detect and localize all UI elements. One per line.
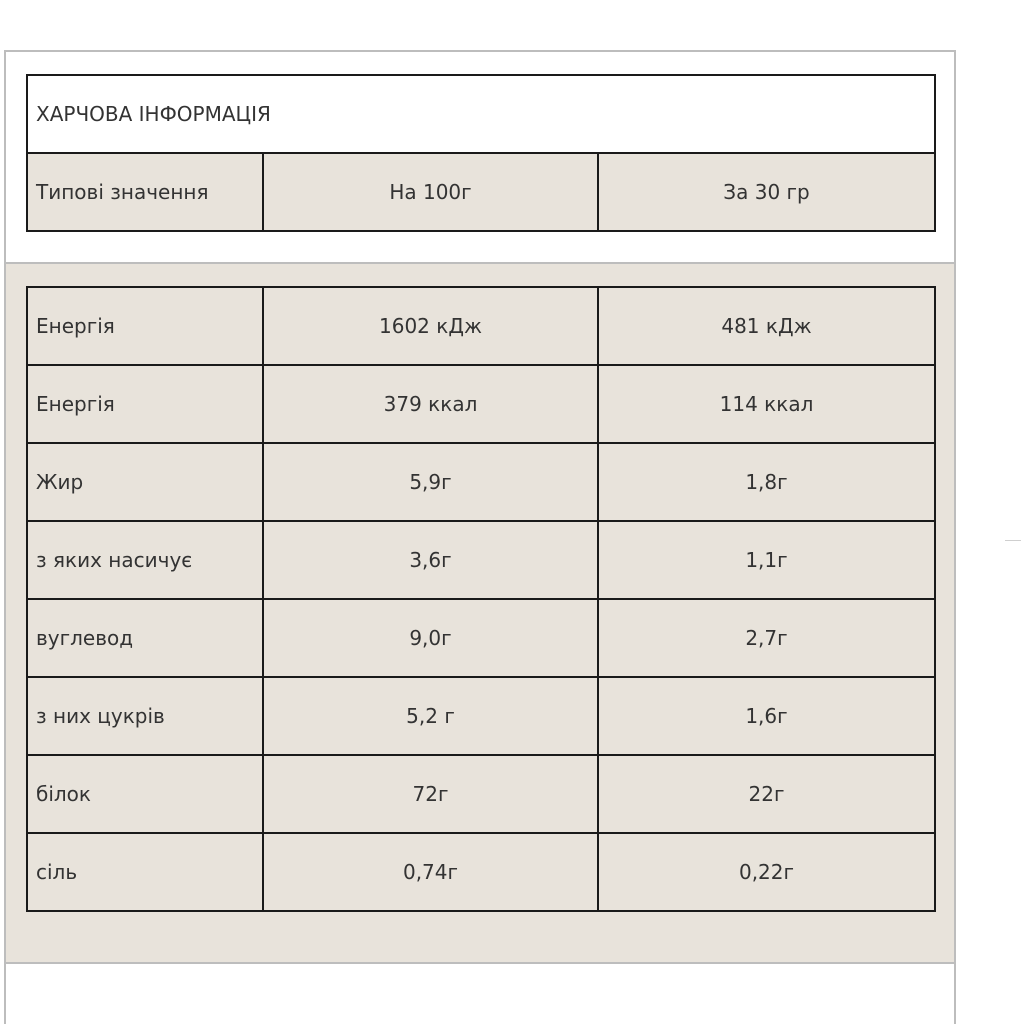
row-label: з яких насичує [27,521,263,599]
row-per-30g: 1,6г [598,677,935,755]
row-per-100g: 5,9г [263,443,598,521]
header-per-100g: На 100г [263,153,598,231]
row-per-100g: 379 ккал [263,365,598,443]
title-row [27,75,935,153]
row-label: Енергія [27,287,263,365]
row-label: білок [27,755,263,833]
nutrition-header-table [26,74,936,232]
table-row [27,677,935,755]
row-label: вуглевод [27,599,263,677]
row-per-100g: 0,74г [263,833,598,911]
table-row [27,599,935,677]
row-label: Енергія [27,365,263,443]
side-divider [1005,540,1021,541]
row-label: з них цукрів [27,677,263,755]
table-row [27,755,935,833]
table-row [27,365,935,443]
row-per-30g: 22г [598,755,935,833]
header-label: Типові значення [27,153,263,231]
row-per-30g: 481 кДж [598,287,935,365]
row-per-30g: 2,7г [598,599,935,677]
table-row [27,443,935,521]
row-per-30g: 114 ккал [598,365,935,443]
row-per-100g: 72г [263,755,598,833]
row-per-100g: 1602 кДж [263,287,598,365]
row-label: Жир [27,443,263,521]
row-per-30g: 1,1г [598,521,935,599]
row-label: сіль [27,833,263,911]
row-per-100g: 5,2 г [263,677,598,755]
table-row [27,833,935,911]
table-title: ХАРЧОВА ІНФОРМАЦІЯ [27,75,935,153]
row-per-30g: 1,8г [598,443,935,521]
table-row [27,521,935,599]
row-per-100g: 9,0г [263,599,598,677]
row-per-30g: 0,22г [598,833,935,911]
row-per-100g: 3,6г [263,521,598,599]
nutrition-body-table [26,286,936,912]
bottom-divider [6,962,954,964]
column-header-row [27,153,935,231]
header-per-30g: За 30 гр [598,153,935,231]
table-row [27,287,935,365]
